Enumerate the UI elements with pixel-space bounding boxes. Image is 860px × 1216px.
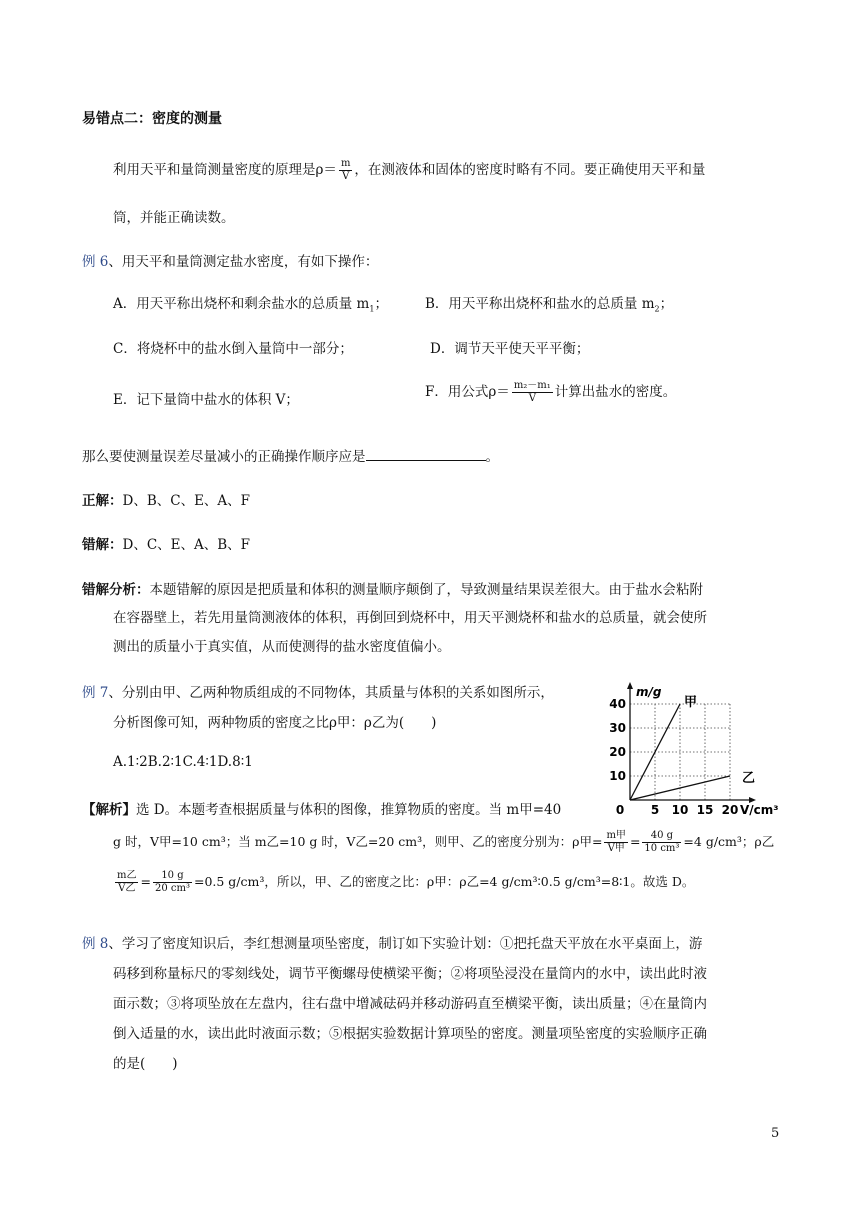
- correct-answer: [82, 489, 250, 509]
- example-stem: 、学习了密度知识后，李红想测量项坠密度，制订如下实验计划：①把托盘天平放在水平桌面上，游: [108, 936, 703, 952]
- example-stem: 、用天平和量筒测定盐水密度，有如下操作：: [108, 254, 379, 270]
- example-8-line-3: 面示数；③将项坠放在左盘内，往右盘中增减砝码并移动游码直至横梁平衡，读出质量；④在量筒内: [113, 996, 707, 1012]
- option-b-end: ；: [659, 296, 674, 312]
- solution-line-3: [113, 870, 694, 895]
- frac-den: V甲: [607, 843, 625, 854]
- y-tick-label: 30: [609, 721, 626, 735]
- option-f-text-b: 计算出盐水的密度。: [554, 384, 677, 400]
- example-8-line-5: 的是( ): [113, 1056, 178, 1072]
- density-fraction: [339, 158, 352, 183]
- analysis-text: 本题错解的原因是把质量和体积的测量顺序颠倒了，导致测量结果误差很大。由于盐水会粘附: [149, 582, 703, 598]
- question-text: 那么要使测量误差尽量减小的正确操作顺序应是: [82, 449, 366, 465]
- frac-den: 20 cm³: [154, 883, 190, 894]
- example-7-options: A.1∶2B.2∶1C.4∶1D.8∶1: [113, 754, 253, 770]
- example-8-line-1: [82, 932, 702, 952]
- y-axis-label: m/g: [636, 685, 662, 699]
- x-tick-label: 0: [615, 803, 625, 817]
- option-a-text: A．用天平称出烧杯和剩余盐水的总质量 m: [113, 296, 370, 312]
- wrong-label: 错解：: [82, 537, 123, 553]
- example-label: 例 6: [82, 254, 109, 270]
- frac-num: m甲: [606, 830, 626, 841]
- intro-text-b: ，在测液体和固体的密度时略有不同。要正确使用天平和量: [354, 162, 706, 178]
- frac-den: V乙: [118, 883, 136, 894]
- example-6-stem: [82, 250, 378, 270]
- option-f-text: F．用公式ρ＝: [425, 384, 510, 400]
- y-axis-arrow: [627, 682, 633, 689]
- intro-line-2: 筒，并能正确读数。: [113, 210, 235, 226]
- wrong-answer: [82, 533, 250, 553]
- x-tick-label: 15: [696, 803, 714, 817]
- series-label: 乙: [742, 771, 756, 786]
- y-tick-label: 40: [609, 697, 626, 711]
- page-number: 5: [771, 1126, 780, 1141]
- example-7-stem-2: 分析图像可知，两种物质的密度之比ρ甲：ρ乙为( ): [113, 715, 437, 731]
- frac-den: V: [528, 393, 536, 404]
- solution-text-b: =0.5 g/cm³，所以，甲、乙的密度之比：ρ甲：ρ乙=4 g/cm³∶0.5 g/cm³=8∶1。故选 D。: [193, 874, 695, 889]
- section-heading: 易错点二：密度的测量: [82, 111, 222, 127]
- option-c: C．将烧杯中的盐水倒入量筒中一部分；: [113, 341, 353, 357]
- fraction: [153, 870, 192, 895]
- option-f: [425, 380, 676, 405]
- option-b-text: B．用天平称出烧杯和盐水的总质量 m: [425, 296, 655, 312]
- frac-num: m₂－m₁: [513, 380, 551, 391]
- example-label: 例 8: [82, 936, 109, 952]
- wrong-value: D、C、E、A、B、F: [122, 537, 251, 553]
- fraction: [604, 830, 627, 855]
- option-e: E．记下量筒中盐水的体积 V；: [113, 392, 299, 408]
- analysis-line-2: 在容器壁上，若先用量筒测液体的体积，再倒回到烧杯中，用天平测烧杯和盐水的总质量，就会使所: [113, 610, 707, 626]
- frac-num: m乙: [117, 870, 137, 881]
- fraction: [642, 830, 681, 855]
- intro-text: 利用天平和量筒测量密度的原理是ρ＝: [113, 162, 337, 178]
- equals: =: [140, 874, 151, 889]
- x-tick-label: 10: [671, 803, 689, 817]
- example-8-line-2: 码移到称量标尺的零刻线处，调节平衡螺母使横梁平衡；②将项坠浸没在量筒内的水中，读出此时液: [113, 966, 707, 982]
- series-label: 甲: [684, 695, 698, 710]
- solution-line-2: [113, 830, 774, 855]
- correct-label: 正解：: [82, 493, 123, 509]
- frac-num: 10 g: [153, 870, 192, 883]
- option-a-sub: 1: [369, 304, 375, 314]
- correct-value: D、B、C、E、A、F: [122, 493, 251, 509]
- y-tick-label: 10: [609, 769, 626, 783]
- intro-line-1: [113, 158, 705, 183]
- answer-blank: [366, 448, 486, 461]
- solution-text-b: =4 g/cm³；ρ乙: [683, 834, 775, 849]
- ex6-question: [82, 445, 499, 465]
- x-tick-label: 5: [650, 803, 660, 817]
- x-axis-label: V/cm³: [740, 803, 779, 817]
- frac-num: 40 g: [642, 830, 681, 843]
- option-a: [113, 292, 388, 314]
- fraction: [115, 870, 138, 895]
- question-end: 。: [485, 449, 499, 465]
- mass-volume-chart: [600, 672, 800, 822]
- option-b-sub: 2: [654, 304, 660, 314]
- example-8-line-4: 倒入适量的水，读出此时液面示数；⑤根据实验数据计算项坠的密度。测量项坠密度的实验顺序正确: [113, 1026, 707, 1042]
- solution-text: 选 D。本题考查根据质量与体积的图像，推算物质的密度。当 m甲=40: [136, 802, 562, 818]
- option-a-end: ；: [374, 296, 388, 312]
- x-tick-label: 20: [721, 803, 739, 817]
- frac-den: V: [342, 171, 350, 182]
- solution-text: g 时，V甲=10 cm³；当 m乙=10 g 时，V乙=20 cm³，则甲、乙的密度分别为：ρ甲=: [113, 834, 603, 849]
- frac-den: 10 cm³: [644, 843, 680, 854]
- example-stem: 、分别由甲、乙两种物质组成的不同物体，其质量与体积的关系如图所示，: [108, 685, 554, 701]
- solution-label: 【解析】: [82, 802, 136, 818]
- analysis-line-3: 测出的质量小于真实值，从而使测得的盐水密度值偏小。: [113, 639, 451, 655]
- option-f-fraction: [512, 380, 553, 405]
- equals: =: [629, 834, 641, 849]
- example-7-stem: [82, 681, 554, 701]
- option-b: [425, 292, 673, 314]
- analysis-label: 错解分析：: [82, 582, 150, 598]
- option-d: D．调节天平使天平平衡；: [430, 341, 590, 357]
- analysis-line-1: [82, 578, 703, 598]
- example-label: 例 7: [82, 685, 109, 701]
- solution-line-1: [82, 798, 561, 818]
- y-tick-label: 20: [609, 745, 626, 759]
- frac-num: m: [340, 158, 351, 169]
